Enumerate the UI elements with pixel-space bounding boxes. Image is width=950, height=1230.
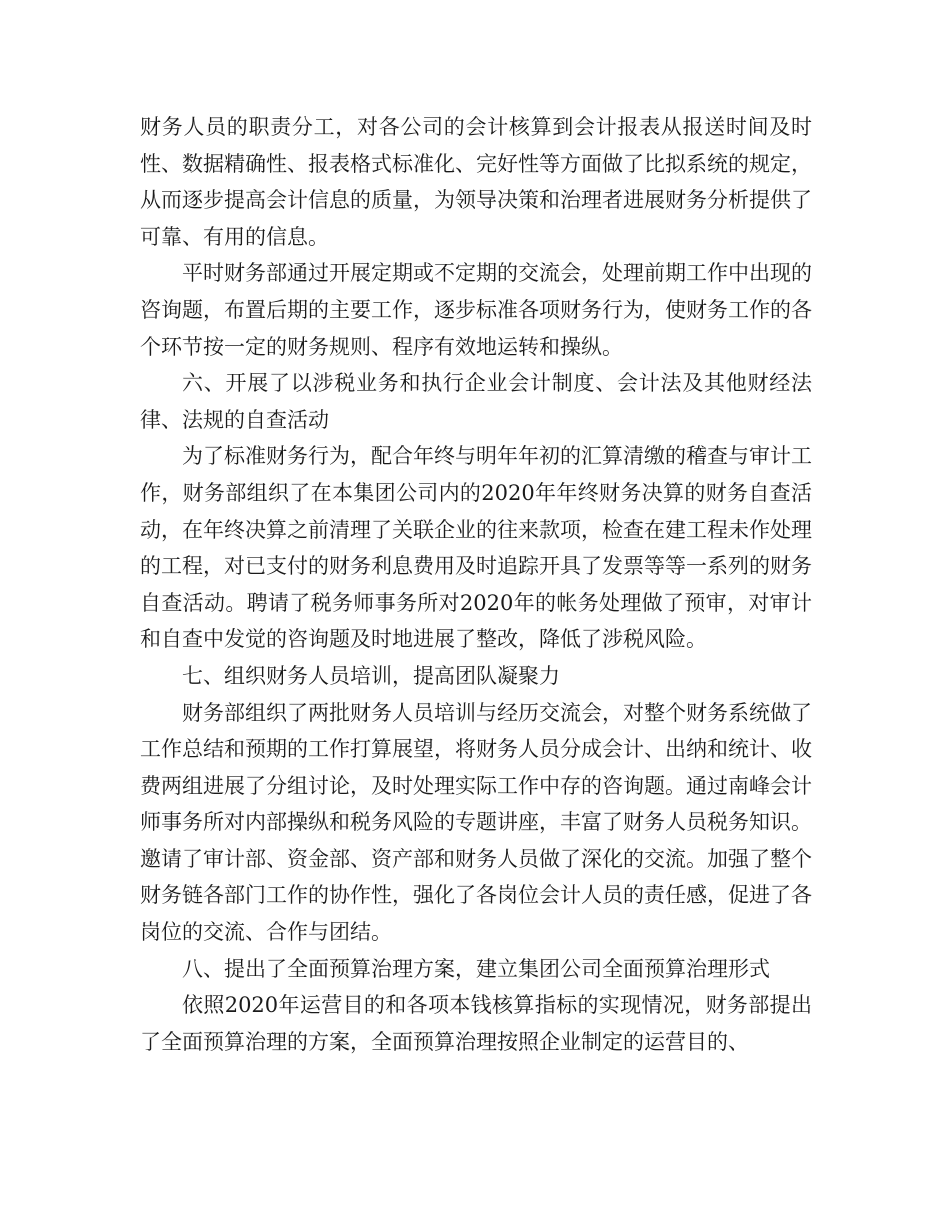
paragraph: 依照2020年运营目的和各项本钱核算指标的实现情况，财务部提出了全面预算治理的方案，全面预算治理按照企业制定的运营目的、 bbox=[140, 993, 812, 1054]
paragraph: 为了标准财务行为，配合年终与明年年初的汇算清缴的稽查与审计工作，财务部组织了在本集团公司内的2020年年终财务决算的财务自查活动，在年终决算之前清理了关联企业的往来款项，检查在建工程未作处理的工程，对已支付的财务利息费用及时追踪开具了发票等等一系列的财务自查活动。聘请了税务师事务所对2020年的帐务处理做了预审，对审计和自查中发觉的咨询题及时地进展了整改，降低了涉税风险。 bbox=[140, 444, 812, 652]
section-heading-6: 六、开展了以涉税业务和执行企业会计制度、会计法及其他财经法律、法规的自查活动 bbox=[140, 371, 812, 432]
paragraph: 财务部组织了两批财务人员培训与经历交流会，对整个财务系统做了工作总结和预期的工作打算展望，将财务人员分成会计、出纳和统计、收费两组进展了分组讨论，及时处理实际工作中存的咨询题。通过南峰会计师事务所对内部操纵和税务风险的专题讲座，丰富了财务人员税务知识。邀请了审计部、资金部、资产部和财务人员做了深化的交流。加强了整个财务链各部门工作的协作性，强化了各岗位会计人员的责任感，促进了各岗位的交流、合作与团结。 bbox=[140, 700, 812, 945]
paragraph: 平时财务部通过开展定期或不定期的交流会，处理前期工作中出现的咨询题，布置后期的主要工作，逐步标准各项财务行为，使财务工作的各个环节按一定的财务规则、程序有效地运转和操纵。 bbox=[140, 261, 812, 359]
section-heading-7: 七、组织财务人员培训，提高团队凝聚力 bbox=[182, 663, 560, 688]
document-body bbox=[140, 109, 812, 1060]
paragraph-continued: 财务人员的职责分工，对各公司的会计核算到会计报表从报送时间及时性、数据精确性、报表格式标准化、完好性等方面做了比拟系统的规定，从而逐步提高会计信息的质量，为领导决策和治理者进展财务分析提供了可靠、有用的信息。 bbox=[140, 115, 812, 249]
section-heading-8: 八、提出了全面预算治理方案，建立集团公司全面预算治理形式 bbox=[182, 956, 770, 981]
